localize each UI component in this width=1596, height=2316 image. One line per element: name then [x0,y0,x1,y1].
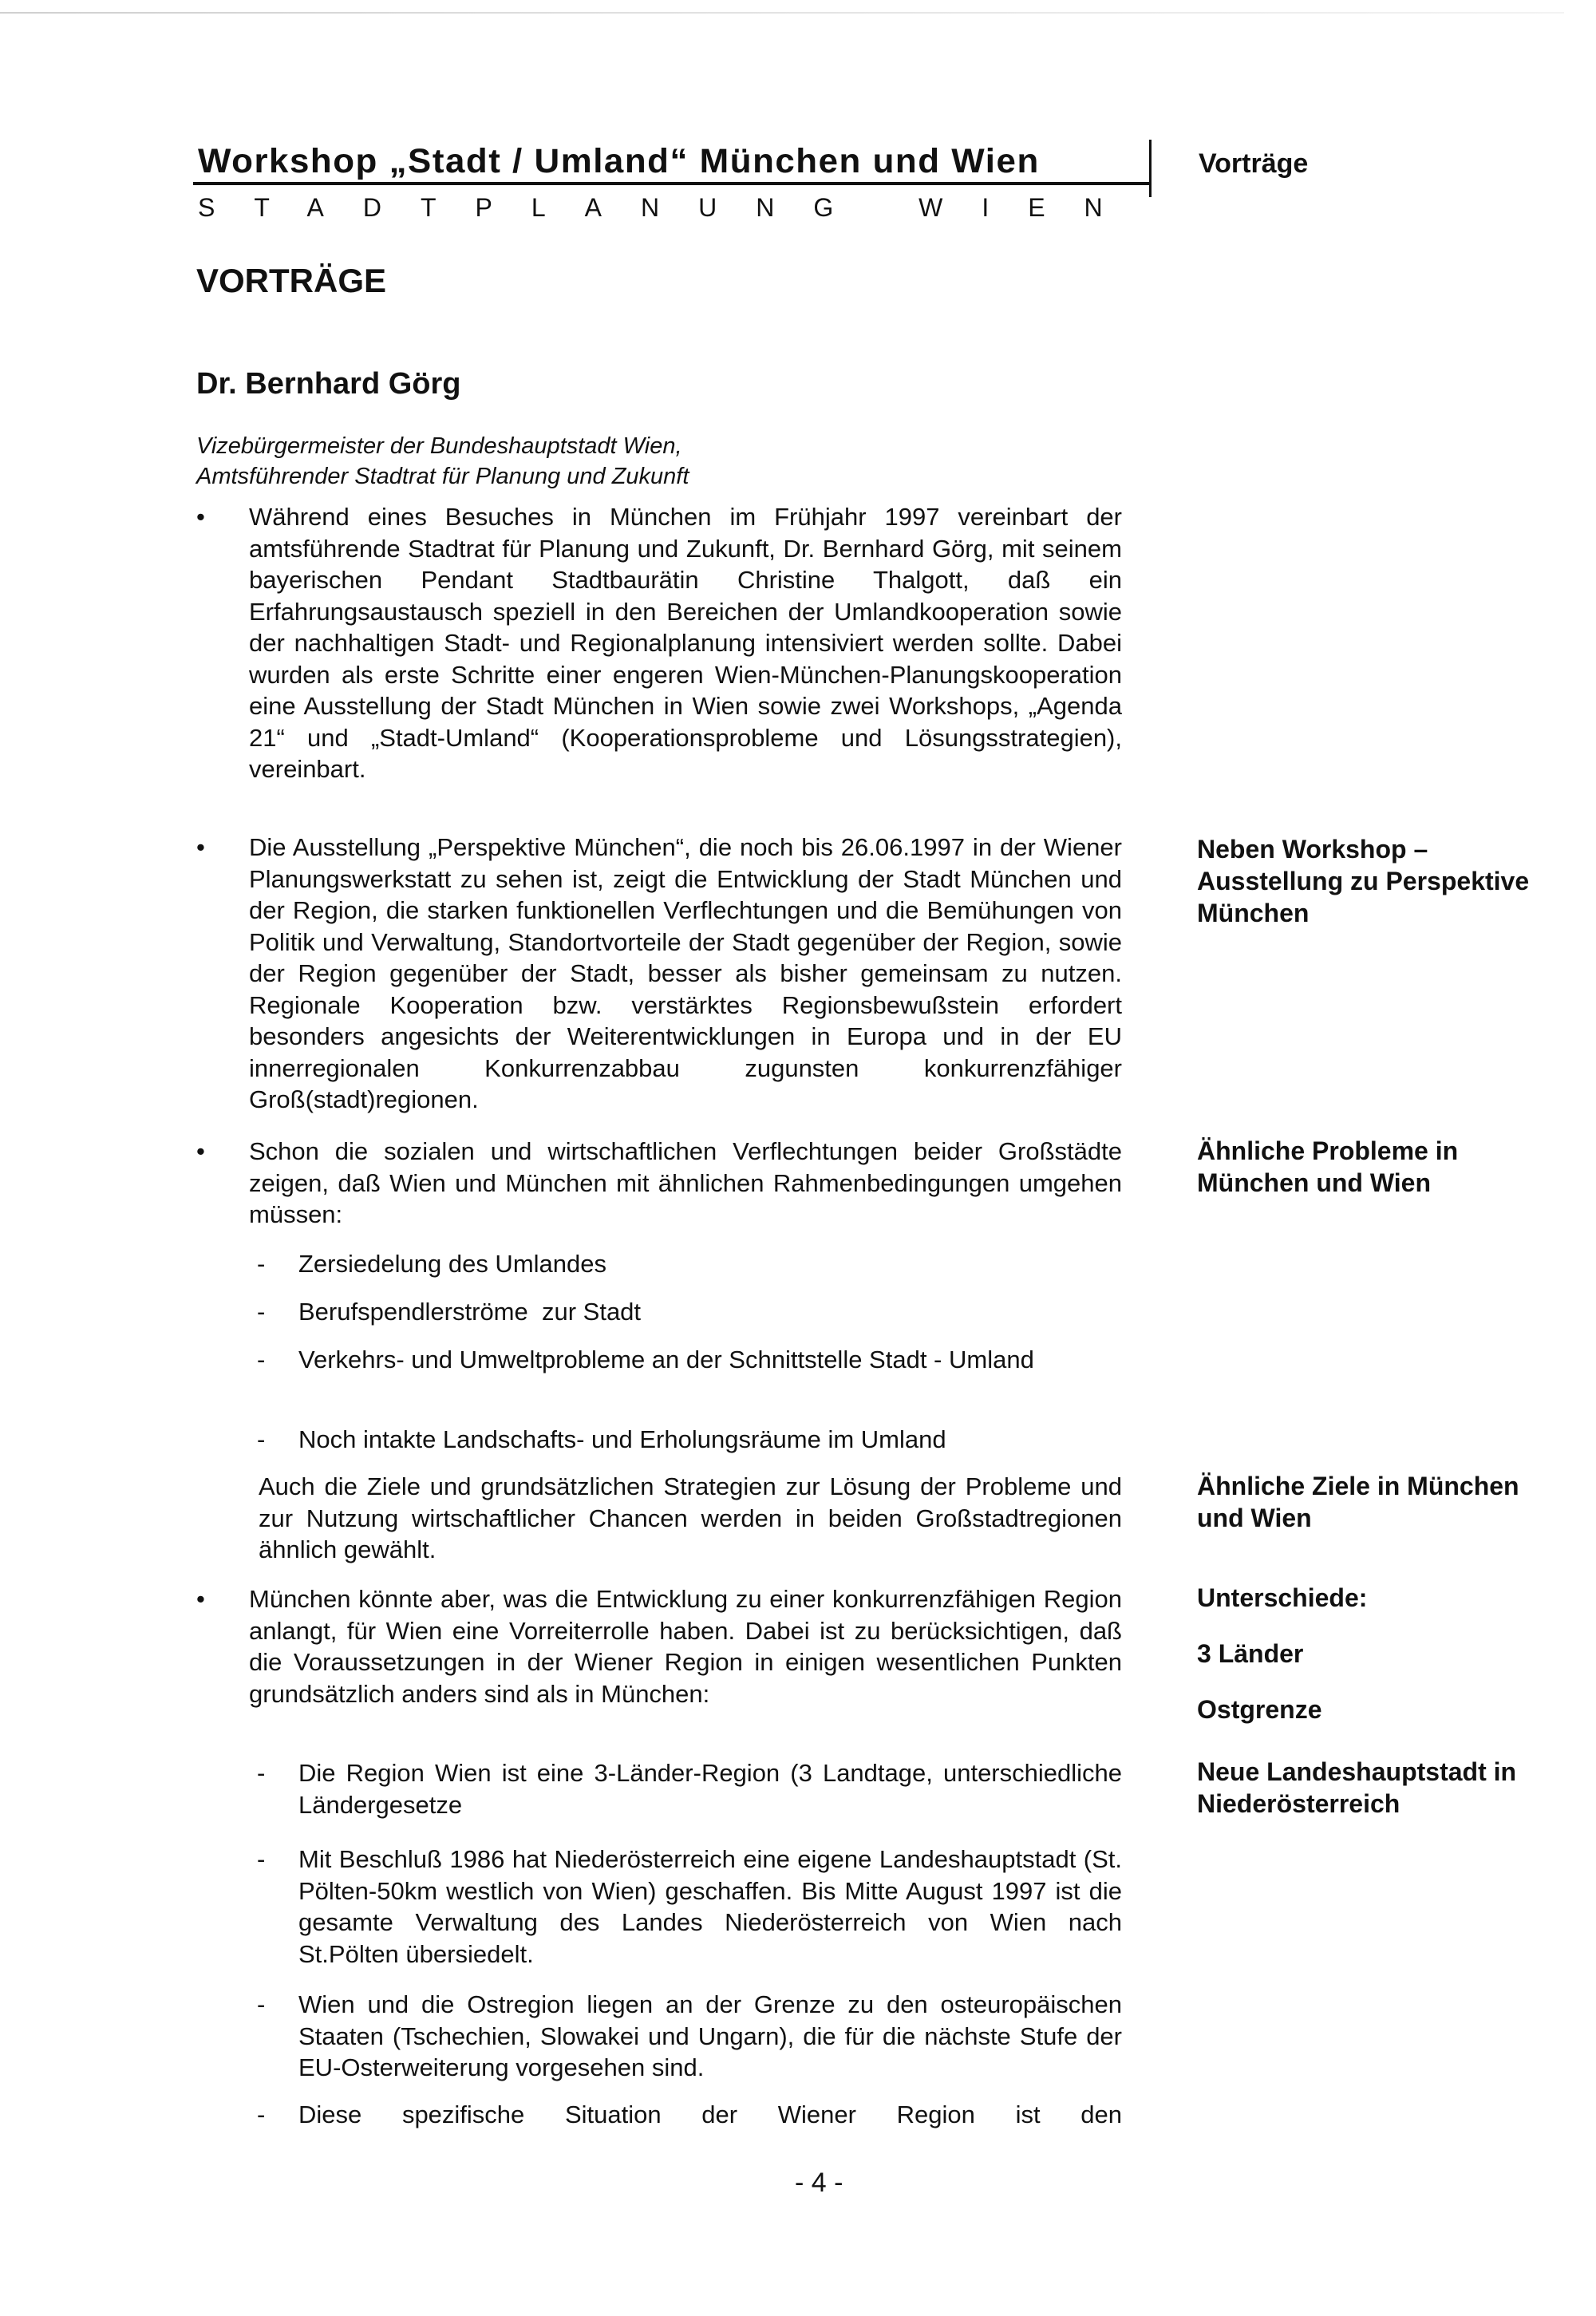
problem-list-item [257,1424,1122,1456]
dash-icon: - [257,1250,266,1278]
problem-text: Berufspendlerströme zur Stadt [298,1298,642,1326]
goals-paragraph: Auch die Ziele und grundsätzlichen Strategien zur Lösung der Probleme und zur Nutzung wirtschaftlicher Chancen werden in beiden Großstadtregionen ähnlich gewählt. [259,1472,1122,1563]
speaker-role-line: Vizebürgermeister der Bundeshauptstadt Wien, [196,433,682,459]
bullet-icon: • [196,1585,205,1613]
bullet-item [196,832,1122,1116]
margin-note-east-border: Ostgrenze [1197,1695,1322,1724]
bullet-item [196,1136,1122,1231]
bullet-icon: • [196,833,205,861]
difference-list-item [257,1989,1122,2084]
header-title: Workshop „Stadt / Umland“ München und Wien [198,142,1040,180]
bullet-icon: • [196,503,205,531]
difference-list-item [257,1844,1122,1970]
margin-note-new-capital: Neue Landeshauptstadt in Niederösterreich [1197,1757,1517,1818]
page-number: - 4 - [795,2168,843,2198]
difference-text: Mit Beschluß 1986 hat Niederösterreich eine eigene Landeshauptstadt (St. Pölten-50km westlich von Wien) geschaffen. Bis Mitte August 1997 ist die gesamte Verwaltung des Landes Niederösterreich von Wien nach St.Pölten übersiedelt. [298,1845,1122,1968]
dash-icon: - [257,1990,266,2018]
margin-note-exhibition: Neben Workshop – Ausstellung zu Perspektive München [1197,835,1530,927]
margin-note-three-states: 3 Länder [1197,1639,1304,1668]
dash-icon: - [257,1346,266,1373]
bullet-text: Schon die sozialen und wirtschaftlichen Verflechtungen beider Großstädte zeigen, daß Wien und München mit ähnlichen Rahmenbedingungen umgehen müssen: [249,1137,1122,1228]
speaker-role-line: Amtsführender Stadtrat für Planung und Zukunft [196,464,689,489]
difference-text: Diese spezifische Situation der Wiener Region ist den [298,2101,1122,2128]
problem-text: Verkehrs- und Umweltprobleme an der Schnittstelle Stadt - Umland [298,1346,1034,1373]
problem-text: Zersiedelung des Umlandes [298,1250,606,1278]
bullet-text: München könnte aber, was die Entwicklung zu einer konkurrenzfähigen Region anlangt, für Wien eine Vorreiterrolle haben. Dabei ist zu berücksichtigen, daß die Voraussetzungen in der Wiener Region in einigen wesentlichen Punkten grundsätzlich anders sind als in München: [249,1585,1122,1708]
section-title: VORTRÄGE [196,262,387,299]
scan-artifact-line [0,12,1564,14]
bullet-icon: • [196,1137,205,1165]
problem-text: Noch intakte Landschafts- und Erholungsräume im Umland [298,1425,946,1453]
difference-text: Die Region Wien ist eine 3-Länder-Region (3 Landtage, unterschiedliche Ländergesetze [298,1759,1122,1819]
bullet-text: Die Ausstellung „Perspektive München“, die noch bis 26.06.1997 in der Wiener Planungswerkstatt zu sehen ist, zeigt die Entwicklung der Stadt München und der Region, die starken funktionellen Verflechtungen und die Bemühungen von Politik und Verwaltung, Standortvorteile der Stadt gegenüber der Region, sowie der Region gegenüber der Stadt, besser als bisher gemeinsam zu nutzen. Regionale Kooperation bzw. verstärktes Regionsbewußstein erfordert besonders angesichts der Weiterentwicklungen in Europa und in der EU innerregionalen Konkurrenzabbau zugunsten konkurrenzfähiger Groß(stadt)regionen. [249,833,1122,1113]
problem-list-item [257,1344,1122,1376]
bullet-item [196,1583,1122,1709]
dash-icon: - [257,1845,266,1873]
speaker-name: Dr. Bernhard Görg [196,367,461,401]
margin-note-similar-problems: Ähnliche Probleme in München und Wien [1197,1136,1459,1197]
dash-icon: - [257,1298,266,1326]
problem-list-item [257,1296,1122,1328]
bullet-item [196,501,1122,785]
bullet-text: Während eines Besuches in München im Frühjahr 1997 vereinbart der amtsführende Stadtrat für Planung und Zukunft, Dr. Bernhard Görg, mit seinem bayerischen Pendant Stadtbaurätin Christine Thalgott, daß ein Erfahrungsaustausch speziell in den Bereichen der Umlandkooperation sowie der nachhaltigen Stadt- und Regionalplanung intensiviert werden sollte. Dabei wurden als erste Schritte einer engeren Wien-München-Planungskooperation eine Ausstellung der Stadt München in Wien sowie zwei Workshops, „Agenda 21“ und „Stadt-Umland“ (Kooperationsprobleme und Lösungsstrategien), vereinbart. [249,503,1122,783]
margin-note-differences: Unterschiede: [1197,1583,1368,1612]
margin-note-similar-goals: Ähnliche Ziele in München und Wien [1197,1472,1519,1532]
dash-icon: - [257,1425,266,1453]
problem-list-item [257,1248,1122,1280]
difference-list-item [257,2099,1122,2131]
dash-icon: - [257,2101,266,2128]
speaker-role [196,431,689,492]
header-divider [1149,140,1152,197]
difference-text: Wien und die Ostregion liegen an der Grenze zu den osteuropäischen Staaten (Tschechien, Slowakei und Ungarn), die für die nächste Stufe der EU-Osterweiterung vorgesehen sind. [298,1990,1122,2081]
dash-icon: - [257,1759,266,1787]
difference-list-item [257,1757,1122,1820]
header-side-label: Vorträge [1199,148,1309,179]
header-subtitle: STADTPLANUNG WIEN [198,193,1142,222]
header-rule [193,182,1149,185]
